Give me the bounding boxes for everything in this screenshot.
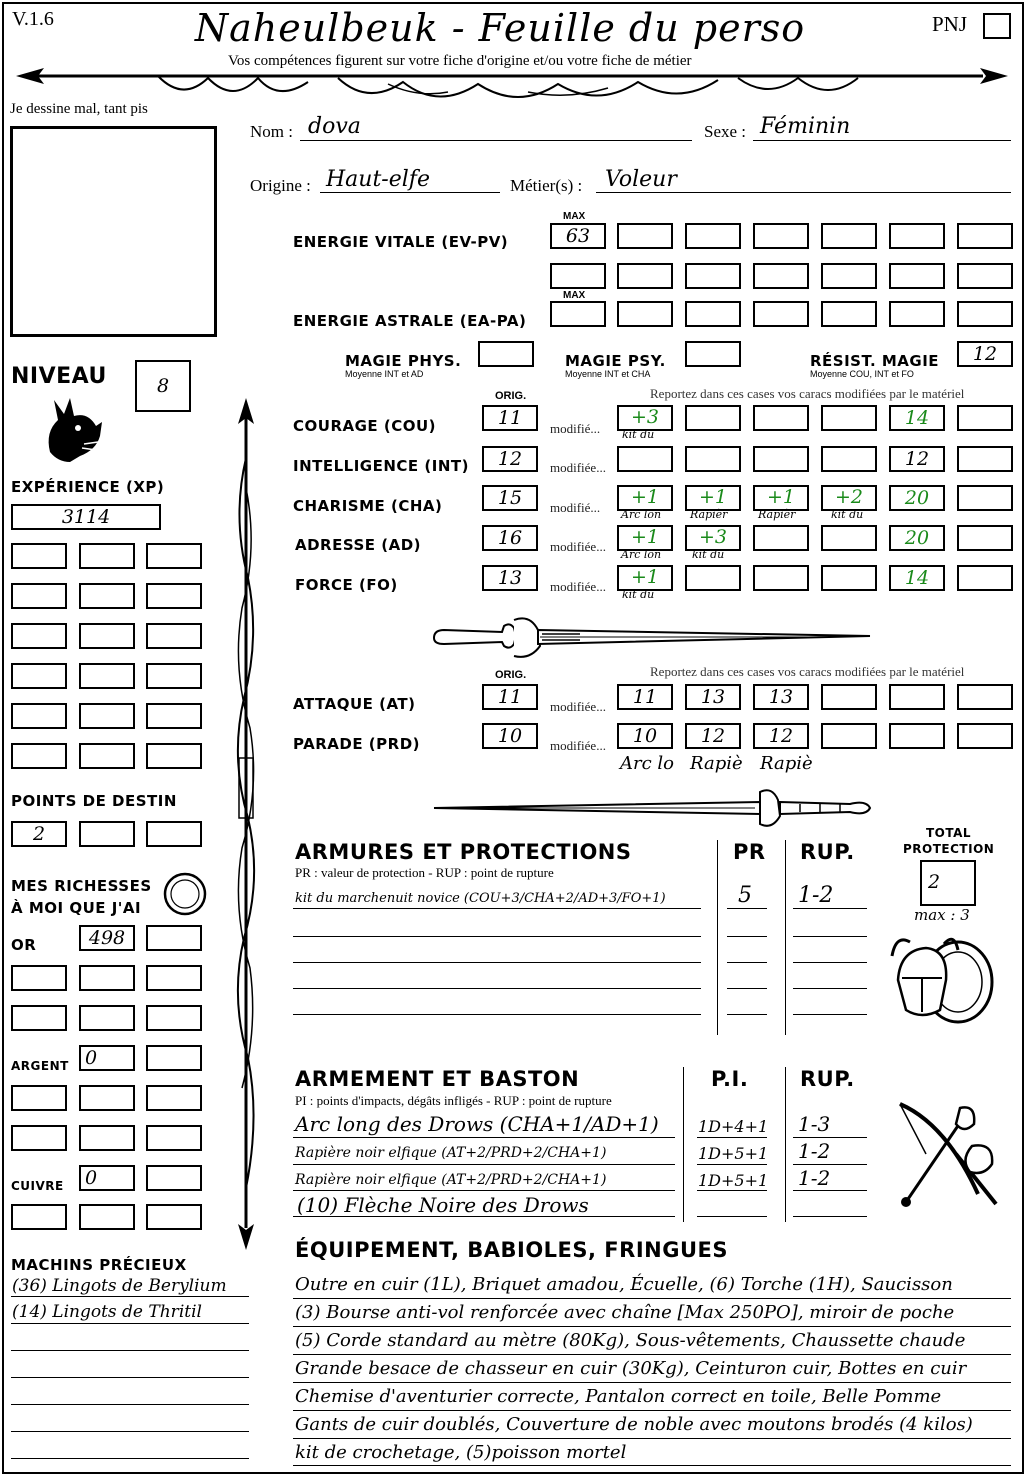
resist-magie-box[interactable]: 12 (957, 341, 1013, 367)
xp-cell[interactable] (11, 623, 67, 649)
stat-mod-box[interactable]: +3 (685, 525, 741, 551)
richesses-label-1: MES RICHESSES (11, 877, 152, 895)
magie-psy-label: MAGIE PSY. (565, 352, 666, 370)
combat-mod-box[interactable]: 12 (685, 723, 741, 749)
ev-track-box[interactable] (957, 263, 1013, 289)
magie-phys-sub: Moyenne INT et AD (345, 369, 424, 379)
stat-mod-box[interactable] (753, 405, 809, 431)
stat-orig-box[interactable]: 11 (482, 405, 538, 431)
precieux-line (11, 1458, 249, 1459)
stat-mod-box[interactable] (821, 405, 877, 431)
stat-mod-box[interactable]: +1 (685, 485, 741, 511)
equipement-title: ÉQUIPEMENT, BABIOLES, FRINGUES (295, 1238, 728, 1262)
modifiee-label: modifiée... (550, 699, 606, 714)
combat-orig-label: ORIG. (495, 669, 527, 681)
precieux-line (11, 1431, 249, 1432)
sexe-label: Sexe : (704, 122, 747, 141)
combat-label: ATTAQUE (AT) (293, 695, 416, 713)
origine-label: Origine : (250, 176, 311, 195)
or-label: OR (11, 936, 37, 954)
combat-mod-box[interactable] (821, 684, 877, 710)
cuivre-cell[interactable] (146, 1165, 202, 1191)
stat-orig-box[interactable]: 15 (482, 485, 538, 511)
stat-final-box[interactable]: 20 (889, 525, 945, 551)
combat-orig-box[interactable]: 11 (482, 684, 538, 710)
equipement-line[interactable]: Chemise d'aventurier correcte, Pantalon correct en toile, Belle Pomme (295, 1386, 942, 1407)
arme-rup-line (793, 1137, 867, 1138)
armures-col-divider (717, 840, 718, 1035)
xp-cell[interactable] (79, 623, 135, 649)
xp-cell[interactable] (79, 583, 135, 609)
ev-track-box[interactable] (889, 263, 945, 289)
modifie-label: modifié... (550, 500, 601, 515)
equipement-rule (293, 1410, 1011, 1411)
arme-pi-line (697, 1164, 767, 1165)
stats-orig-label: ORIG. (495, 390, 527, 402)
xp-cell[interactable] (79, 743, 135, 769)
precieux-line (11, 1350, 249, 1351)
armure-pr-line (727, 962, 767, 963)
xp-cell[interactable] (79, 663, 135, 689)
stat-extra-box[interactable] (957, 525, 1013, 551)
xp-cell[interactable] (146, 623, 202, 649)
ev-track-box[interactable] (957, 223, 1013, 249)
armures-title: ARMURES ET PROTECTIONS (295, 840, 632, 864)
dragon-icon (40, 392, 106, 464)
destin-cell[interactable] (79, 821, 135, 847)
stat-extra-box[interactable] (957, 405, 1013, 431)
combat-orig-box[interactable]: 10 (482, 723, 538, 749)
stat-extra-box[interactable] (957, 485, 1013, 511)
arme-pi[interactable]: 1D+5+1 (698, 1171, 769, 1190)
ev-track-box[interactable] (617, 223, 673, 249)
ev-track-box[interactable] (685, 223, 741, 249)
stat-final-box[interactable]: 14 (889, 405, 945, 431)
stat-final-box[interactable]: 20 (889, 485, 945, 511)
precieux-line (11, 1296, 249, 1297)
armure-line (293, 988, 701, 989)
portrait-box[interactable] (10, 126, 217, 337)
armure-name[interactable]: kit du marchenuit novice (COU+3/CHA+2/AD+3/FO+1) (295, 891, 666, 906)
combat-mod-box[interactable]: 13 (753, 684, 809, 710)
arme-rup[interactable]: 1-2 (798, 1166, 831, 1190)
stat-mod-box[interactable] (753, 525, 809, 551)
armement-sub: PI : points d'impacts, dégâts infligés - RUP : point de rupture (295, 1093, 612, 1108)
stat-mod-source: kit du (622, 428, 655, 441)
or-cell[interactable] (79, 1005, 135, 1031)
stats-report-note: Reportez dans ces cases vos caracs modifiées par le matériel (650, 386, 965, 401)
magie-phys-label: MAGIE PHYS. (345, 352, 462, 370)
stat-orig-box[interactable]: 13 (482, 565, 538, 591)
arme-name[interactable]: Arc long des Drows (CHA+1/AD+1) (295, 1112, 659, 1136)
or-cell[interactable] (146, 925, 202, 951)
armures-pr-label: PR (733, 840, 766, 864)
ea-track-box[interactable] (957, 301, 1013, 327)
stat-mod-source: Rapièr (690, 508, 728, 521)
armures-rup-label: RUP. (800, 840, 855, 864)
argent-label: ARGENT (11, 1059, 69, 1073)
xp-cell[interactable] (79, 703, 135, 729)
ev-track-box[interactable] (753, 223, 809, 249)
equipement-rule (293, 1382, 1011, 1383)
xp-cell[interactable] (146, 703, 202, 729)
arme-rup[interactable]: 1-2 (798, 1139, 831, 1163)
precieux-line (11, 1404, 249, 1405)
ea-track-box[interactable] (821, 301, 877, 327)
armure-rup-line (793, 936, 867, 937)
stat-mod-box[interactable] (821, 525, 877, 551)
arme-pi[interactable]: 1D+5+1 (698, 1144, 769, 1163)
stat-mod-source: Arc lon (621, 508, 662, 521)
arme-rup-line (793, 1190, 867, 1191)
armure-rup[interactable]: 1-2 (798, 883, 834, 908)
combat-weapon-note: Arc lo (620, 753, 674, 774)
stat-mod-box[interactable]: +1 (753, 485, 809, 511)
equipement-line[interactable]: (5) Corde standard au mètre (80Kg), Sous-vêtements, Chaussette chaude (295, 1330, 966, 1351)
armure-line (293, 908, 701, 909)
arme-line (293, 1164, 675, 1165)
armure-rup-line (793, 962, 867, 963)
niveau-label: NIVEAU (11, 364, 107, 389)
equipement-rule (293, 1465, 1011, 1466)
armure-rup-line (793, 988, 867, 989)
stat-orig-box[interactable]: 12 (482, 446, 538, 472)
combat-weapon-note: Rapiè (690, 753, 743, 774)
total-protection-label-1: TOTAL (926, 826, 972, 840)
armure-pr-line (727, 936, 767, 937)
stat-mod-box[interactable] (685, 565, 741, 591)
nom-line (300, 140, 692, 141)
ev-max-label: MAX (563, 211, 586, 222)
ev-track-box[interactable] (889, 223, 945, 249)
ea-max-box[interactable] (550, 301, 606, 327)
precieux-item[interactable]: (36) Lingots de Berylium (12, 1276, 227, 1296)
or-cell[interactable] (11, 1005, 67, 1031)
ev-label: ENERGIE VITALE (EV-PV) (293, 233, 509, 251)
arme-pi-line (697, 1216, 767, 1217)
modifiee-label: modifiée... (550, 460, 606, 475)
stat-mod-source: Arc lon (621, 548, 662, 561)
modifiee-label: modifiée... (550, 539, 606, 554)
arme-name[interactable]: (10) Flèche Noire des Drows (297, 1193, 589, 1217)
total-protection-box[interactable]: 2 (920, 860, 976, 906)
ev-track-box[interactable] (821, 223, 877, 249)
magie-psy-box[interactable] (685, 341, 741, 367)
destin-label: POINTS DE DESTIN (11, 792, 177, 810)
ea-track-box[interactable] (889, 301, 945, 327)
equipement-line[interactable]: (3) Bourse anti-vol renforcée avec chaîne [Max 250PO], miroir de poche (295, 1302, 955, 1323)
combat-label: PARADE (PRD) (293, 735, 421, 753)
crossed-weapons-icon (886, 1094, 1004, 1214)
stat-mod-box[interactable] (685, 405, 741, 431)
arme-line (293, 1216, 675, 1217)
total-protection-label-2: PROTECTION (903, 842, 995, 856)
pnj-label: PNJ (932, 12, 968, 36)
argent-cell[interactable] (146, 1085, 202, 1111)
cuivre-cell[interactable] (11, 1204, 67, 1230)
sexe-line (753, 140, 1011, 141)
origine-line (320, 192, 500, 193)
combat-mod-box[interactable]: 11 (617, 684, 673, 710)
combat-mod-box[interactable]: 12 (753, 723, 809, 749)
ev-track-box[interactable] (685, 263, 741, 289)
ev-track-box[interactable] (617, 263, 673, 289)
stat-mod-box[interactable]: +1 (617, 565, 673, 591)
xp-cell[interactable] (11, 543, 67, 569)
argent-cell[interactable] (79, 1085, 135, 1111)
metier-label: Métier(s) : (510, 176, 583, 195)
precieux-line (11, 1377, 249, 1378)
armure-line (293, 936, 701, 937)
modifie-label: modifié... (550, 421, 601, 436)
helmet-shield-icon (888, 926, 1000, 1032)
equipement-rule (293, 1438, 1011, 1439)
or-box[interactable]: 498 (79, 925, 135, 951)
equipement-rule (293, 1354, 1011, 1355)
equipement-line[interactable]: Gants de cuir doublés, Couverture de noble avec moutons brodés (4 kilos) (295, 1414, 973, 1435)
magie-phys-box[interactable] (478, 341, 534, 367)
ea-track-box[interactable] (617, 301, 673, 327)
stat-final-box[interactable]: 14 (889, 565, 945, 591)
stat-mod-box[interactable] (685, 446, 741, 472)
or-cell[interactable] (11, 965, 67, 991)
combat-mod-box[interactable] (889, 723, 945, 749)
nom-value[interactable]: dova (308, 114, 361, 139)
arme-pi-line (697, 1190, 767, 1191)
ea-max-label: MAX (563, 290, 586, 301)
armure-line (293, 1014, 701, 1015)
sheet-title: Naheulbeuk - Feuille du perso (194, 6, 806, 50)
pnj-checkbox[interactable] (983, 13, 1011, 39)
ea-track-box[interactable] (685, 301, 741, 327)
arme-name[interactable]: Rapière noir elfique (AT+2/PRD+2/CHA+1) (295, 1145, 607, 1161)
cuivre-box[interactable]: 0 (79, 1165, 135, 1191)
metier-line (596, 192, 1011, 193)
stat-orig-box[interactable]: 16 (482, 525, 538, 551)
cuivre-label: CUIVRE (11, 1179, 64, 1193)
stat-extra-box[interactable] (957, 565, 1013, 591)
resist-magie-label: RÉSIST. MAGIE (810, 352, 940, 370)
combat-mod-box[interactable] (957, 684, 1013, 710)
equipement-line[interactable]: Grande besace de chasseur en cuir (30Kg), Ceinturon cuir, Bottes en cuir (295, 1358, 967, 1379)
destin-box[interactable]: 2 (11, 821, 67, 847)
modifiee-label: modifiée... (550, 738, 606, 753)
stat-mod-box[interactable]: +1 (617, 525, 673, 551)
equipement-line[interactable]: kit de crochetage, (5)poisson mortel (295, 1442, 627, 1463)
stat-label: INTELLIGENCE (INT) (293, 457, 469, 475)
stat-label: FORCE (FO) (295, 576, 398, 594)
xp-cell[interactable] (146, 743, 202, 769)
armure-pr-line (727, 1014, 767, 1015)
armement-title: ARMEMENT ET BASTON (295, 1067, 580, 1091)
xp-cell[interactable] (146, 543, 202, 569)
stat-mod-source: Rapièr (758, 508, 796, 521)
stat-label: COURAGE (COU) (293, 417, 437, 435)
nom-label: Nom : (250, 122, 293, 141)
sword-ornament (430, 786, 878, 830)
argent-cell[interactable] (146, 1045, 202, 1071)
total-protection-max: max : 3 (914, 906, 970, 924)
armement-col-divider (683, 1067, 684, 1222)
ev-track-box[interactable] (550, 263, 606, 289)
sexe-value[interactable]: Féminin (760, 114, 851, 139)
sheet-subtitle: Vos compétences figurent sur votre fiche d'origine et/ou votre fiche de métier (228, 53, 692, 69)
stat-mod-box[interactable] (753, 446, 809, 472)
equipement-line[interactable]: Outre en cuir (1L), Briquet amadou, Écuelle, (6) Torche (1H), Saucisson (295, 1274, 953, 1295)
stat-mod-box[interactable]: +3 (617, 405, 673, 431)
stat-mod-box[interactable]: +1 (617, 485, 673, 511)
armure-rup-line (793, 1014, 867, 1015)
cuivre-cell[interactable] (79, 1204, 135, 1230)
modifiee-label: modifiée... (550, 579, 606, 594)
niveau-box[interactable]: 8 (135, 360, 191, 412)
version-label: V.1.6 (12, 8, 54, 30)
armure-pr[interactable]: 5 (738, 883, 752, 908)
argent-box[interactable]: 0 (79, 1045, 135, 1071)
stat-mod-source: kit du (622, 588, 655, 601)
stat-mod-box[interactable] (753, 565, 809, 591)
armures-col-divider (785, 840, 786, 1035)
origine-value[interactable]: Haut-elfe (326, 167, 430, 192)
ea-track-box[interactable] (753, 301, 809, 327)
xp-cell[interactable] (146, 663, 202, 689)
combat-mod-box[interactable] (889, 684, 945, 710)
stat-label: ADRESSE (AD) (295, 536, 422, 554)
xp-cell[interactable] (11, 663, 67, 689)
armement-rup-label: RUP. (800, 1067, 855, 1091)
richesses-label-2: À MOI QUE J'AI (11, 899, 142, 917)
ev-track-box[interactable] (821, 263, 877, 289)
xp-cell[interactable] (146, 583, 202, 609)
arme-line (293, 1190, 675, 1191)
armement-col-divider (785, 1067, 786, 1222)
argent-cell[interactable] (11, 1125, 67, 1151)
xp-cell[interactable] (79, 543, 135, 569)
precieux-label: MACHINS PRÉCIEUX (11, 1256, 187, 1274)
xp-cell[interactable] (11, 743, 67, 769)
header-spear-ornament (8, 62, 1016, 114)
ev-track-box[interactable] (753, 263, 809, 289)
xp-cell[interactable] (11, 703, 67, 729)
arme-rup-line (793, 1164, 867, 1165)
ea-label: ENERGIE ASTRALE (EA-PA) (293, 312, 527, 330)
argent-cell[interactable] (11, 1085, 67, 1111)
vertical-spear-ornament (226, 398, 266, 1250)
combat-mod-box[interactable]: 10 (617, 723, 673, 749)
arme-name[interactable]: Rapière noir elfique (AT+2/PRD+2/CHA+1) (295, 1172, 607, 1188)
stat-mod-source: kit du (831, 508, 864, 521)
arme-pi[interactable]: 1D+4+1 (698, 1117, 769, 1136)
stat-extra-box[interactable] (957, 446, 1013, 472)
armure-line (293, 962, 701, 963)
cuivre-cell[interactable] (146, 1204, 202, 1230)
stat-final-box[interactable]: 12 (889, 446, 945, 472)
armure-pr-line (727, 908, 767, 909)
equipement-rule (293, 1326, 1011, 1327)
stat-label: CHARISME (CHA) (293, 497, 443, 515)
or-cell[interactable] (146, 1005, 202, 1031)
combat-weapon-note: Rapiè (760, 753, 813, 774)
xp-label: EXPÉRIENCE (XP) (11, 478, 165, 496)
arme-rup-line (793, 1216, 867, 1217)
arme-pi-line (697, 1137, 767, 1138)
stat-mod-source: kit du (692, 548, 725, 561)
argent-cell[interactable] (146, 1125, 202, 1151)
destin-cell[interactable] (146, 821, 202, 847)
arme-rup[interactable]: 1-3 (798, 1112, 831, 1136)
metier-value[interactable]: Voleur (605, 167, 677, 192)
or-cell[interactable] (146, 965, 202, 991)
armure-rup-line (793, 908, 867, 909)
armement-pi-label: P.I. (711, 1067, 749, 1091)
stat-mod-box[interactable] (821, 446, 877, 472)
xp-box[interactable]: 3114 (11, 504, 161, 530)
armure-pr-line (727, 988, 767, 989)
portrait-caption: Je dessine mal, tant pis (10, 101, 148, 117)
xp-cell[interactable] (11, 583, 67, 609)
stat-mod-box[interactable] (821, 565, 877, 591)
magie-psy-sub: Moyenne INT et CHA (565, 369, 651, 379)
coin-icon (162, 871, 208, 917)
combat-report-note: Reportez dans ces cases vos caracs modifiées par le matériel (650, 664, 965, 679)
precieux-item[interactable]: (14) Lingots de Thritil (12, 1302, 202, 1322)
arme-line (293, 1137, 675, 1138)
resist-magie-sub: Moyenne COU, INT et FO (810, 369, 914, 379)
stat-mod-box[interactable]: +2 (821, 485, 877, 511)
ev-max-box[interactable]: 63 (550, 223, 606, 249)
combat-mod-box[interactable] (957, 723, 1013, 749)
or-cell[interactable] (79, 965, 135, 991)
combat-mod-box[interactable]: 13 (685, 684, 741, 710)
argent-cell[interactable] (79, 1125, 135, 1151)
equipement-rule (293, 1298, 1011, 1299)
combat-mod-box[interactable] (821, 723, 877, 749)
sword-ornament (430, 612, 878, 662)
armures-sub: PR : valeur de protection - RUP : point de rupture (295, 865, 554, 880)
precieux-line (11, 1323, 249, 1324)
stat-mod-box[interactable] (617, 446, 673, 472)
